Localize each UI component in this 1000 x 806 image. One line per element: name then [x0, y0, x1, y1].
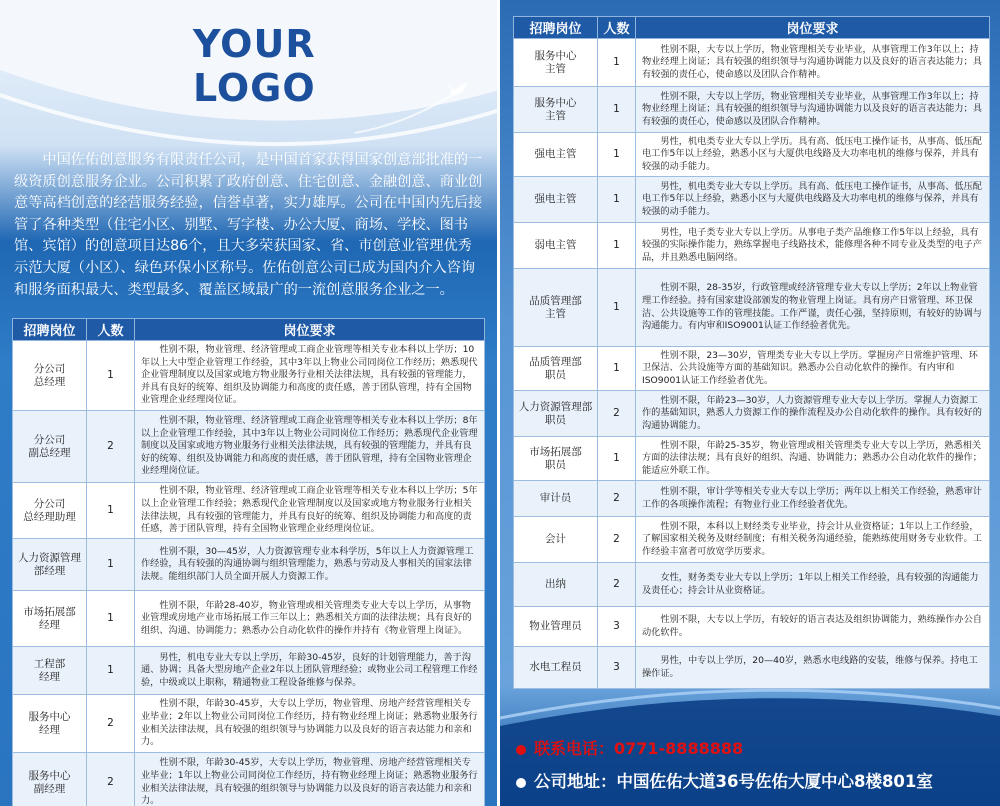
requirement-cell: 性别不限，物业管理、经济管理或工商企业管理等相关专业本科以上学历；5年以上企业管理工作经验；熟悉现代企业管理制度以及国家或地方物业服务行业相关法律法规，具有较强的管理能力，并具有良好的统筹、组织及协调能力和高度的责任感，善于团队管理，持有全国物业管理企业经理岗位证。	[135, 483, 485, 539]
table-row	[514, 563, 990, 607]
table-row	[13, 483, 485, 539]
requirement-cell: 性别不限，本科以上财经类专业毕业，持会计从业资格证；1年以上工作经验，了解国家相关税务及财经制度；有相关税务沟通经验，能熟练使用财务专业软件。工作经验丰富者可放宽学历要求。	[636, 517, 990, 563]
count-cell: 1	[598, 87, 636, 133]
position-cell: 审计员	[514, 481, 598, 517]
table-row	[514, 39, 990, 87]
count-cell: 1	[598, 177, 636, 223]
contact-phone: 联系电话：0771-8888888	[516, 736, 743, 759]
count-cell: 1	[598, 133, 636, 177]
count-cell: 1	[598, 39, 636, 87]
count-cell: 1	[87, 539, 135, 591]
header-count: 人数	[87, 319, 135, 341]
right-panel	[500, 0, 1000, 806]
count-cell: 2	[87, 753, 135, 806]
requirement-cell: 性别不限，年龄25-35岁，物业管理或相关管理类专业大专以上学历，熟悉相关方面的法律法规；具有良好的组织、沟通、协调能力；熟悉办公自动化软件的操作；能适应外联工作。	[636, 437, 990, 481]
table-row	[13, 539, 485, 591]
bullet-icon	[516, 778, 526, 788]
requirement-cell: 男性，机电类专业大专以上学历。具有高、低压电工操作证书，从事高、低压配电工作5年以上经验，熟悉小区与大厦供电线路及大功率电机的维修与保养，并具有较强的动手能力。	[636, 177, 990, 223]
bullet-icon	[516, 745, 526, 755]
count-cell: 1	[87, 483, 135, 539]
count-cell: 1	[598, 437, 636, 481]
header-requirement: 岗位要求	[135, 319, 485, 341]
position-cell: 分公司 总经理助理	[13, 483, 87, 539]
count-cell: 2	[598, 563, 636, 607]
position-cell: 市场拓展部 职员	[514, 437, 598, 481]
contact-address: 公司地址：中国佐佑大道36号佐佑大厦中心8楼801室	[516, 768, 933, 792]
position-cell: 强电主管	[514, 133, 598, 177]
airplane-icon	[350, 78, 470, 138]
requirement-cell: 男性，机电专业大专以上学历，年龄30-45岁，良好的计划管理能力，善于沟通、协调；具备大型房地产企业2年以上团队管理经验；或物业公司工程管理工作经验，中级或以上职称，精通物业工程设备维修与保养。	[135, 647, 485, 695]
position-cell: 弱电主管	[514, 223, 598, 269]
table-row	[514, 647, 990, 689]
count-cell: 1	[598, 347, 636, 391]
count-cell: 2	[598, 481, 636, 517]
position-cell: 服务中心 主管	[514, 87, 598, 133]
company-logo: YOUR LOGO	[193, 22, 316, 110]
table-row	[13, 591, 485, 647]
requirement-cell: 女性，财务类专业大专以上学历；1年以上相关工作经验，具有较强的沟通能力及责任心；持会计从业资格证。	[636, 563, 990, 607]
position-cell: 服务中心 副经理	[13, 753, 87, 806]
position-cell: 工程部 经理	[13, 647, 87, 695]
requirement-cell: 性别不限，年龄28-40岁，物业管理或相关管理类专业大专以上学历，从事物业管理或房地产业市场拓展工作三年以上；熟悉相关方面的法律法规；具有良好的组织、沟通、协调能力；熟悉办公自动化软件的操作并持有《物业管理上岗证》。	[135, 591, 485, 647]
table-row	[514, 269, 990, 347]
requirement-cell: 性别不限，23—30岁，管理类专业大专以上学历。掌握房产日常维护管理、环卫保洁、公共设施等方面的基础知识。熟悉办公自动化软件的操作。有内审和ISO9001认证工作经验者优先。	[636, 347, 990, 391]
requirement-cell: 性别不限，大专以上学历，物业管理相关专业毕业，从事管理工作3年以上；持物业经理上岗证；具有较强的组织领导与沟通协调能力以及良好的语言表达能力；具有较强的责任心，使命感以及团队合作精神。	[636, 87, 990, 133]
table-row	[514, 437, 990, 481]
position-cell: 品质管理部 主管	[514, 269, 598, 347]
requirement-cell: 性别不限，审计学等相关专业大专以上学历；两年以上相关工作经验，熟悉审计工作的各项操作流程；有物业行业工作经验者优先。	[636, 481, 990, 517]
count-cell: 1	[87, 647, 135, 695]
recruit-table-left	[12, 318, 485, 806]
position-cell: 物业管理员	[514, 607, 598, 647]
requirement-cell: 男性，中专以上学历，20—40岁，熟悉水电线路的安装，维修与保养。持电工操作证。	[636, 647, 990, 689]
table-row	[13, 647, 485, 695]
count-cell: 3	[598, 647, 636, 689]
requirement-cell: 男性，机电类专业大专以上学历。具有高、低压电工操作证书，从事高、低压配电工作5年以上经验，熟悉小区与大厦供电线路及大功率电机的维修与保养，并具有较强的动手能力。	[636, 133, 990, 177]
header-position: 招聘岗位	[514, 17, 598, 39]
count-cell: 1	[87, 341, 135, 411]
table-row	[13, 695, 485, 753]
requirement-cell: 性别不限，大专以上学历，物业管理相关专业毕业，从事管理工作3年以上；持物业经理上岗证；具有较强的组织领导与沟通协调能力以及良好的语言表达能力；具有较强的责任心，使命感以及团队合作精神。	[636, 39, 990, 87]
requirement-cell: 性别不限，年龄30-45岁，大专以上学历，物业管理、房地产经营管理相关专业毕业；1年以上物业公司同岗位工作经历，持有物业经理上岗证；熟悉物业服务行业相关法律法规，具有较强的组织领导与协调能力以及良好的语言表达能力和亲和力。	[135, 753, 485, 806]
header-count: 人数	[598, 17, 636, 39]
position-cell: 人力资源管理 部经理	[13, 539, 87, 591]
position-cell: 强电主管	[514, 177, 598, 223]
table-row	[13, 753, 485, 806]
table-row	[514, 87, 990, 133]
count-cell: 2	[598, 391, 636, 437]
requirement-cell: 男性，电子类专业大专以上学历。从事电子类产品维修工作5年以上经验，具有较强的实际操作能力，熟练掌握电子线路技术，能修理各种不同专业及类型的电子产品，并且熟悉电脑网络。	[636, 223, 990, 269]
position-cell: 分公司 副总经理	[13, 411, 87, 483]
table-row	[514, 481, 990, 517]
count-cell: 1	[598, 269, 636, 347]
table-row	[13, 341, 485, 411]
header-position: 招聘岗位	[13, 319, 87, 341]
position-cell: 会计	[514, 517, 598, 563]
count-cell: 1	[598, 223, 636, 269]
count-cell: 3	[598, 607, 636, 647]
table-row	[514, 391, 990, 437]
count-cell: 2	[87, 411, 135, 483]
count-cell: 2	[87, 695, 135, 753]
position-cell: 市场拓展部 经理	[13, 591, 87, 647]
requirement-cell: 性别不限，物业管理、经济管理或工商企业管理等相关专业本科以上学历；10年以上大中型企业管理工作经验，其中3年以上物业公司同岗位工作经历；熟悉现代企业管理制度以及国家或地方物业服务行业相关法律法规，具有较强的管理能力，并具有良好的统筹、组织及协调能力和高度的责任感，善于团队管理，持有全国物业管理企业经理岗位证。	[135, 341, 485, 411]
position-cell: 人力资源管理部 职员	[514, 391, 598, 437]
requirement-cell: 性别不限，30—45岁，人力资源管理专业本科学历，5年以上人力资源管理工作经验，具有较强的沟通协调与组织管理能力，熟悉与劳动及人事相关的国家法律法规。能组织部门人员全面开展人力资源工作。	[135, 539, 485, 591]
position-cell: 品质管理部 职员	[514, 347, 598, 391]
header-requirement: 岗位要求	[636, 17, 990, 39]
requirement-cell: 性别不限，年龄23—30岁，人力资源管理专业大专以上学历。掌握人力资源工作的基础知识，熟悉人力资源工作的操作流程及办公自动化软件的操作。具有较好的沟通协调能力。	[636, 391, 990, 437]
position-cell: 水电工程员	[514, 647, 598, 689]
count-cell: 2	[598, 517, 636, 563]
requirement-cell: 性别不限，大专以上学历，有较好的语言表达及组织协调能力，熟练操作办公自动化软件。	[636, 607, 990, 647]
table-row	[514, 607, 990, 647]
table-row	[514, 223, 990, 269]
table-row	[514, 177, 990, 223]
requirement-cell: 性别不限，28-35岁，行政管理或经济管理专业大专以上学历；2年以上物业管理工作经验。持有国家建设部颁发的物业管理上岗证。具有房产日常管理、环卫保洁、公共设施等工作的管理技能。工作严谨，责任心强，坚持原则，有较好的协调与沟通能力。有内审和ISO9001认证工作经验者优先。	[636, 269, 990, 347]
table-row	[514, 347, 990, 391]
requirement-cell: 性别不限，物业管理、经济管理或工商企业管理等相关专业本科以上学历；8年以上企业管理工作经验，其中3年以上物业公司同岗位工作经历；熟悉现代企业管理制度以及国家或地方物业服务行业相关法律法规，具有较强的管理能力，并具有良好的统筹、组织及协调能力和高度的责任感，善于团队管理，持有全国物业管理企业经理岗位证。	[135, 411, 485, 483]
table-row	[514, 133, 990, 177]
count-cell: 1	[87, 591, 135, 647]
position-cell: 服务中心 经理	[13, 695, 87, 753]
position-cell: 出纳	[514, 563, 598, 607]
requirement-cell: 性别不限，年龄30-45岁，大专以上学历，物业管理、房地产经营管理相关专业毕业；2年以上物业公司同岗位工作经历，持有物业经理上岗证；熟悉物业服务行业相关法律法规，具有较强的组织领导与协调能力以及良好的语言表达能力和亲和力。	[135, 695, 485, 753]
company-intro: 中国佐佑创意服务有限责任公司，是中国首家获得国家创意部批准的一级资质创意服务企业。公司积累了政府创意、住宅创意、金融创意、商业创意等高档创意的经营服务经验，信誉卓著，实力雄厚。公司在中国内先后接管了各种类型（住宅小区、别墅、写字楼、办公大厦、商场、学校、图书馆、宾馆）的创意项目达86个，且大多荣获国家、省、市创意业管理优秀示范大厦（小区）、绿色环保小区称号。佐佑创意公司已成为国内介入咨询和服务面积最大、类型最多、覆盖区域最广的一流创意服务企业之一。	[14, 152, 483, 298]
position-cell: 分公司 总经理	[13, 341, 87, 411]
position-cell: 服务中心 主管	[514, 39, 598, 87]
table-row	[514, 517, 990, 563]
table-row	[13, 411, 485, 483]
recruit-table-right	[513, 16, 990, 689]
